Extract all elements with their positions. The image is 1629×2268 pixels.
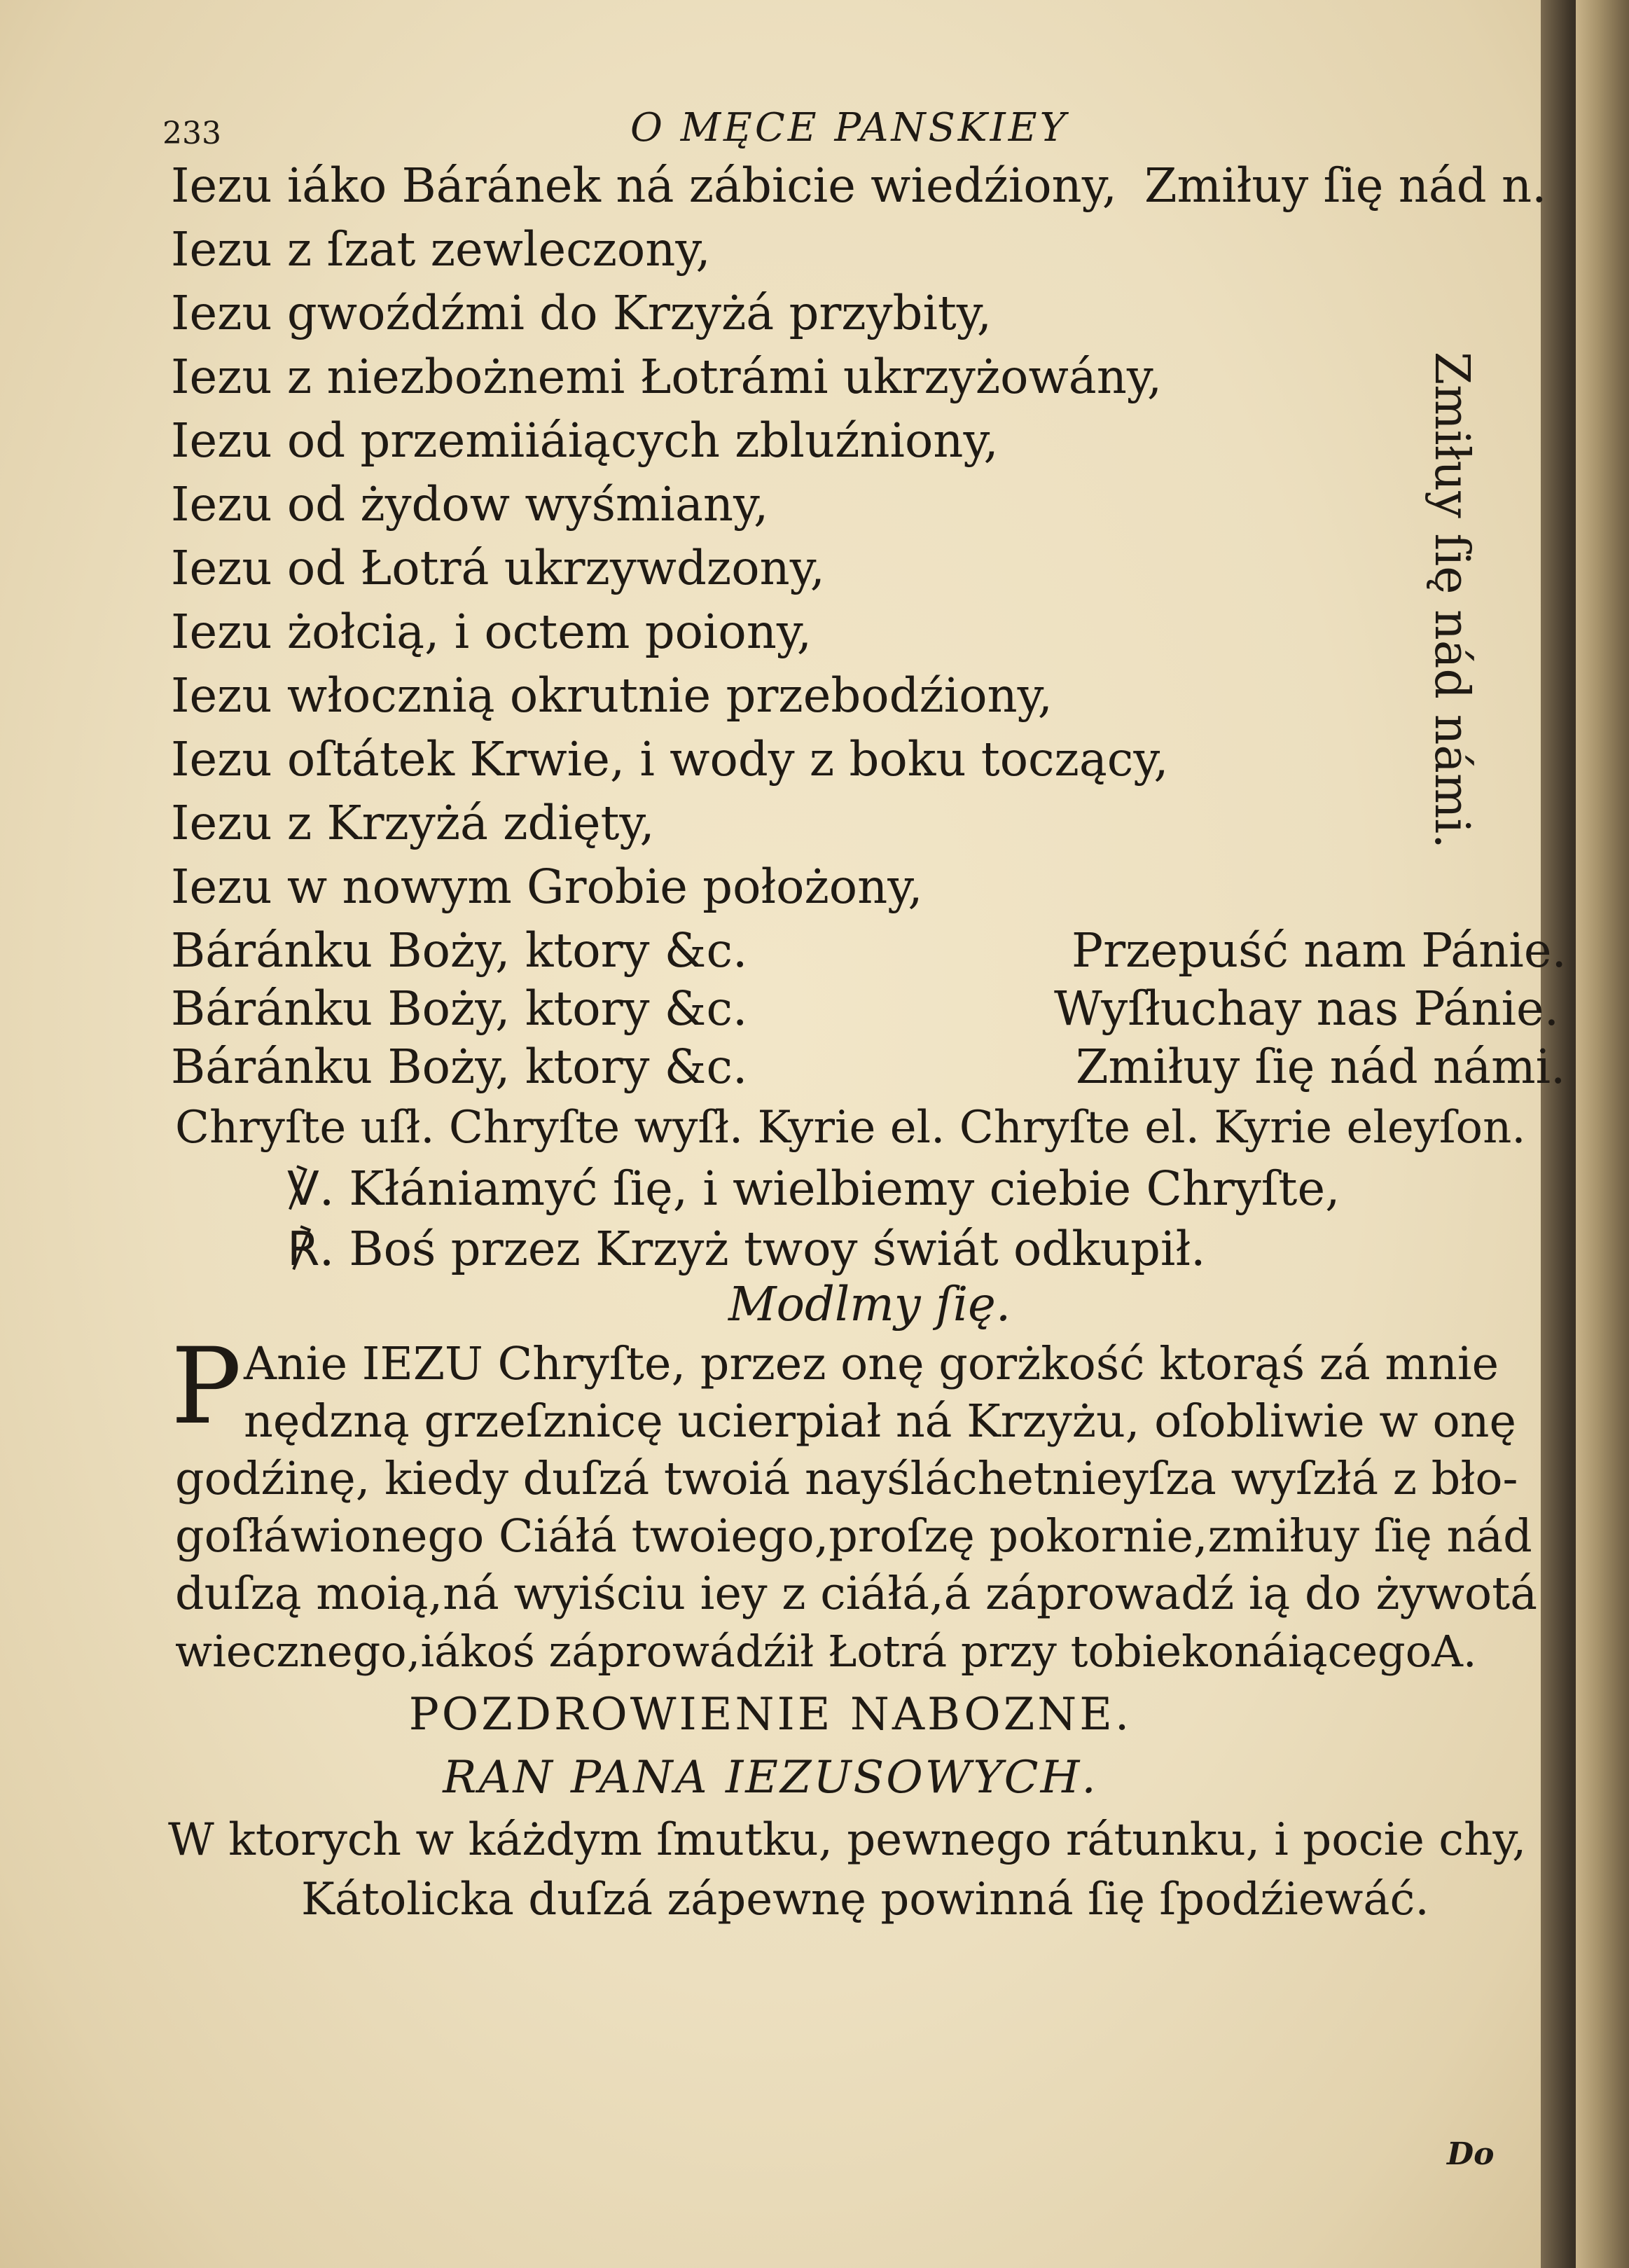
prayer-line: nędzną grzeſznicę ucierpiał ná Krzyżu, oſobliwie w onę	[244, 1395, 1516, 1448]
section-title: POZDROWIENIE NABOZNE.	[408, 1689, 1132, 1741]
intro-line: W ktorych w káżdym ſmutku, pewnego rátunku, i pocie chy,	[168, 1814, 1527, 1866]
agnus-line: Báránku Boży, ktory &c.	[171, 923, 748, 978]
litany-line: Iezu z ſzat zewleczony,	[171, 222, 711, 277]
drop-cap: P	[171, 1326, 242, 1448]
agnus-line: Báránku Boży, ktory &c.	[171, 981, 748, 1036]
catchword: Do	[1447, 2136, 1495, 2172]
litany-line: Iezu włocznią okrutnie przebodźiony,	[171, 668, 1053, 723]
litany-line: Iezu iáko Báránek ná zábicie wiedźiony,	[171, 158, 1117, 213]
prayer-line: godźinę, kiedy duſzá twoiá nayśláchetnieyſza wyſzłá z bło-	[175, 1453, 1518, 1505]
agnus-response: Zmiłuy ſię nád námi.	[1076, 1039, 1566, 1094]
page-number: 233	[162, 116, 221, 151]
versicle: ℣. Kłániamyć ſię, i wielbiemy ciebie Chryſte,	[287, 1161, 1340, 1216]
running-title: O MĘCE PANSKIEY	[630, 105, 1069, 151]
prayer-line: goſłáwionego Ciáłá twoiego,proſzę pokornie,zmiłuy ſię nád	[175, 1510, 1532, 1563]
prayer-line: wiecznego,iákoś záprowádźił Łotrá przy tobiekonáiącegoA.	[175, 1626, 1477, 1677]
adjacent-page-edge	[1576, 0, 1629, 2268]
intro-line: Kátolicka duſzá zápewnę powinná ſię ſpodźiewáć.	[301, 1874, 1429, 1925]
agnus-response: Wyſłuchay nas Pánie.	[1054, 981, 1560, 1036]
agnus-line: Báránku Boży, ktory &c.	[171, 1039, 748, 1094]
prayer-line: Anie IEZU Chryſte, przez onę gorżkość ktorąś zá mnie	[244, 1338, 1499, 1390]
prayer-heading: Modlmy ſię.	[728, 1277, 1011, 1332]
vertical-response: Zmiłuy ſię nád námi.	[1424, 352, 1479, 849]
kyrie-line: Chryſte uſł. Chryſte wyſł. Kyrie el. Chryſte el. Kyrie eleyſon.	[175, 1102, 1526, 1154]
litany-line: Iezu od żydow wyśmiany,	[171, 477, 769, 532]
litany-line: Iezu od Łotrá ukrzywdzony,	[171, 541, 825, 595]
litany-line: Iezu gwoźdźmi do Krzyżá przybity,	[171, 286, 992, 340]
litany-line: Iezu z niezbożnemi Łotrámi ukrzyżowány,	[171, 350, 1163, 404]
litany-line: Iezu od przemiiáiących zbluźniony,	[171, 413, 999, 468]
litany-response: Zmiłuy ſię nád n.	[1144, 158, 1547, 213]
litany-line: Iezu z Krzyżá zdięty,	[171, 796, 655, 850]
prayer-line: duſzą moią,ná wyiściu iey z ciáłá,á záprowadź ią do żywotá	[175, 1568, 1537, 1620]
litany-line: Iezu żołcią, i octem poiony,	[171, 604, 812, 659]
litany-line: Iezu oſtátek Krwie, i wody z boku toczący,	[171, 732, 1169, 787]
section-subtitle: RAN PANA IEZUSOWYCH.	[443, 1752, 1098, 1804]
responsory: ℟. Boś przez Krzyż twoy świát odkupił.	[287, 1222, 1206, 1276]
litany-line: Iezu w nowym Grobie położony,	[171, 859, 923, 914]
agnus-response: Przepuść nam Pánie.	[1072, 923, 1567, 978]
